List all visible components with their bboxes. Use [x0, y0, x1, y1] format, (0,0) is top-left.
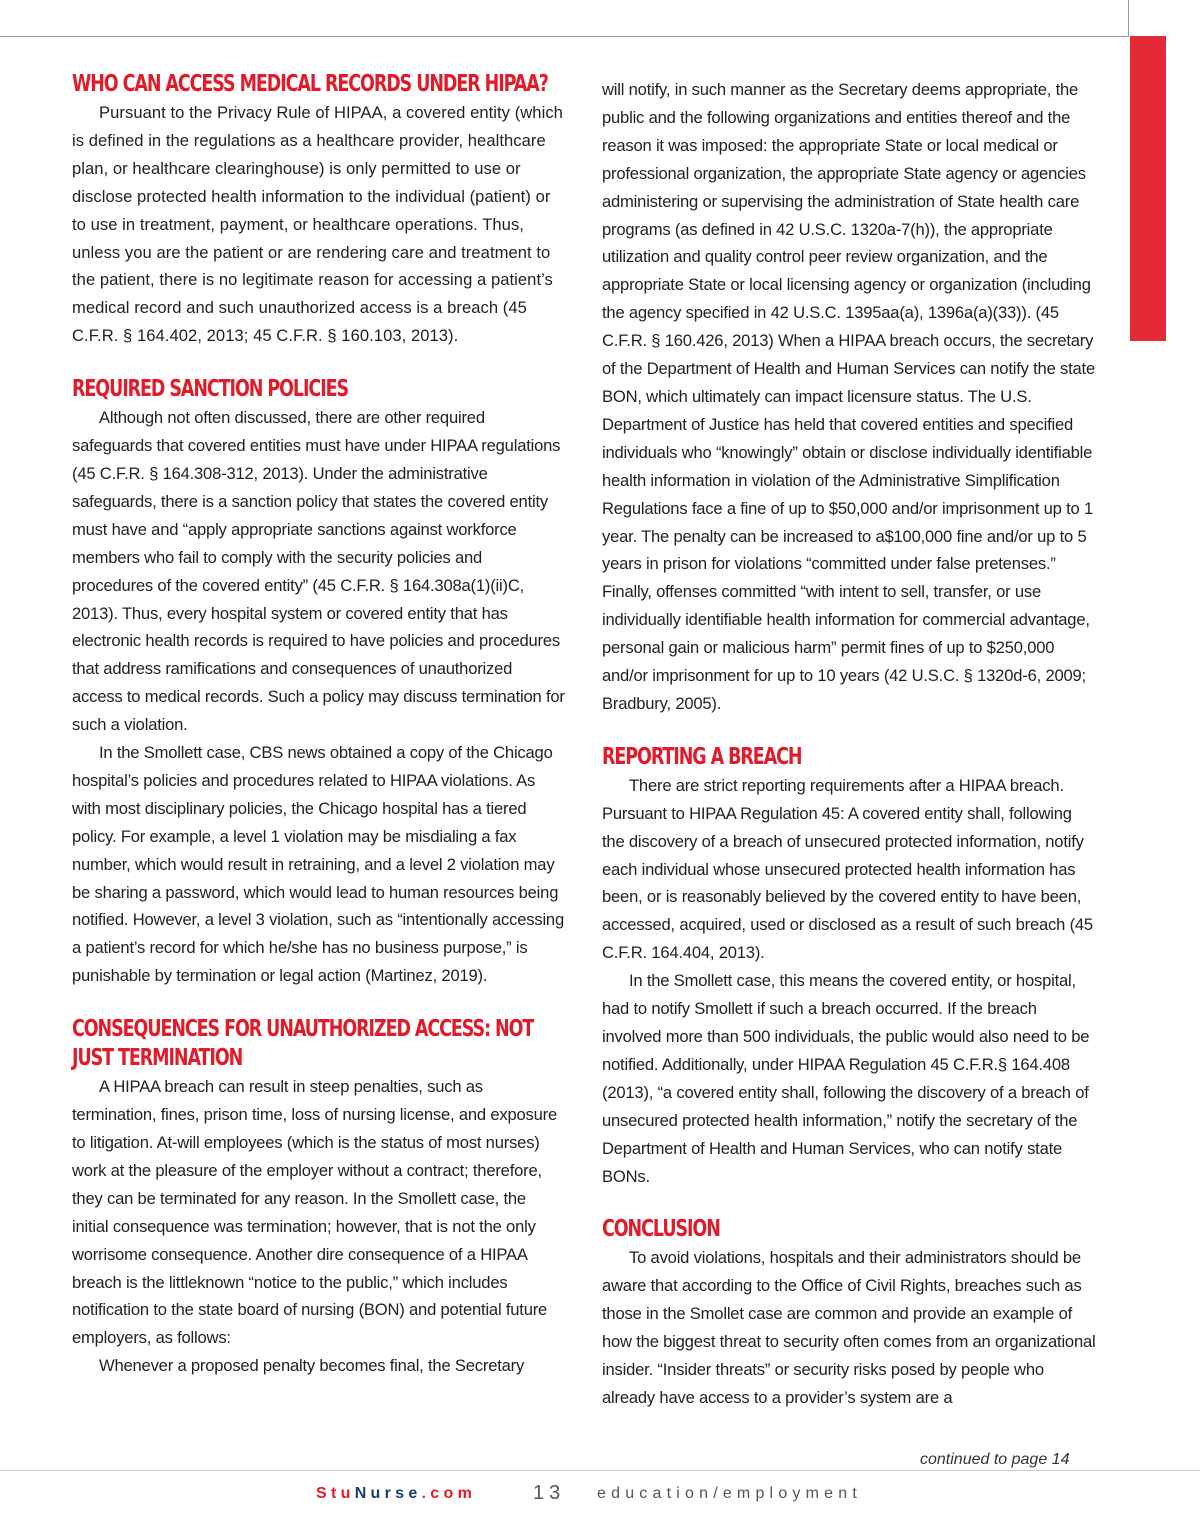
paragraph-conclusion: To avoid violations, hospitals and their administrators should be aware that according to the Office of Civil Rights, breaches such as those in the Smollet case are common and provide an example of how the biggest threat to security often comes from an organizational insider. “Insider threats” or security risks posed by people who already have access to a provider’s system are a: [602, 1248, 1096, 1407]
continued-note: continued to page 14: [920, 1451, 1070, 1468]
heading-sanction-policies: REQUIRED SANCTION POLICIES: [72, 376, 349, 403]
heading-consequences: CONSEQUENCES FOR UNAUTHORIZED ACCESS: NOT JUST TERMINATION: [72, 1016, 534, 1072]
page-number: 13: [533, 1482, 566, 1504]
page-footer: [0, 1482, 1200, 1515]
left-column: [72, 70, 566, 1380]
right-column: [602, 70, 1098, 1412]
heading-conclusion: CONCLUSION: [602, 1216, 720, 1243]
section-name: education/employment: [597, 1485, 862, 1502]
paragraph-smollett-notify: In the Smollett case, this means the covered entity, or hospital, had to notify Smollett if such a breach occurred. If the breach involved more than 500 individuals, the public would also need to be notified. Additionally, under HIPAA Regulation 45 C.F.R.§ 164.408 (2013), “a covered entity shall, following the discovery of a breach of unsecured protected health information,” notify the secretary of the Department of Health and Human Services, who can notify state BONs.: [602, 971, 1090, 1186]
paragraph-smollett-policy: In the Smollett case, CBS news obtained a copy of the Chicago hospital’s policies and procedures related to HIPAA violations. As with most disciplinary policies, the Chicago hospital has a tiered policy. For example, a level 1 violation may be misdialing a fax number, which would result in retraining, and a level 2 violation may be sharing a password, which would lead to human resources being notified. However, a level 3 violation, such as “intentionally accessing a patient’s record for which he/she has no business purpose,” is punishable by termination or legal action (Martinez, 2019).: [72, 743, 564, 986]
site-name: StuNurse.com: [316, 1485, 477, 1502]
page-frame-corner: [1128, 0, 1129, 37]
heading-reporting-breach: REPORTING A BREACH: [602, 743, 802, 770]
paragraph-reporting-requirements: There are strict reporting requirements after a HIPAA breach. Pursuant to HIPAA Regulation 45: A covered entity shall, following the discovery of a breach of unsecured protected information, notify each individual whose unsecured protected health information has been, or is reasonably believed by the covered entity to have been, accessed, acquired, used or disclosed as a result of such breach (45 C.F.R. 164.404, 2013).: [602, 775, 1093, 963]
page-frame-line: [0, 36, 1128, 37]
section-color-tab: [1130, 36, 1166, 341]
heading-who-can-access: WHO CAN ACCESS MEDICAL RECORDS UNDER HIPAA?: [72, 71, 548, 97]
paragraph-notice-continued: will notify, in such manner as the Secretary deems appropriate, the public and the following organizations and entities thereof and the reason it was imposed: the appropriate State or local medical or professional organization, the appropriate State agency or agencies administering or supervising the administration of State health care programs (as defined in 42 U.S.C. 1320a-7(h)), the appropriate utilization and quality control peer review organization, and the appropriate State or local licensing agency or organization (including the agency specified in 42 U.S.C. 1395aa(a), 1396a(a)(33)). (45 C.F.R. § 160.426, 2013) When a HIPAA breach occurs, the secretary of the Department of Health and Human Services can notify the state BON, which ultimately can impact licensure status. The U.S. Department of Justice has held that covered entities and specified individuals who “knowingly” obtain or disclose individually identifiable health information in violation of the Administrative Simplification Regulations face a fine of up to $50,000 and/or imprisonment up to 1 year. The penalty can be increased to a$100,000 fine and/or up to 5 years in prison for violations “committed under false pretenses.” Finally, offenses committed “with intent to sell, transfer, or use individually identifiable health information for commercial advantage, personal gain or malicious harm” permit fines of up to $250,000 and/or imprisonment for up to 10 years (42 U.S.C. § 1320d-6, 2009; Bradbury, 2005).: [602, 80, 1095, 713]
paragraph-privacy-rule: Pursuant to the Privacy Rule of HIPAA, a covered entity (which is defined in the regulations as a healthcare provider, healthcare plan, or healthcare clearinghouse) is only permitted to use or disclose protected health information to the individual (patient) or to use in treatment, payment, or healthcare operations. Thus, unless you are the patient or are rendering care and treatment to the patient, there is no legitimate reason for accessing a patient’s medical record and such unauthorized access is a breach (45 C.F.R. § 164.402, 2013; 45 C.F.R. § 160.103, 2013).: [72, 103, 563, 346]
paragraph-penalties: A HIPAA breach can result in steep penalties, such as termination, fines, prison time, loss of nursing license, and exposure to litigation. At-will employees (which is the status of most nurses) work at the pleasure of the employer without a contract; therefore, they can be terminated for any reason. In the Smollett case, the initial consequence was termination; however, that is not the only worrisome consequence. Another dire consequence of a HIPAA breach is the littleknown “notice to the public,” which includes notification to the state board of nursing (BON) and potential future employers, as follows:: [72, 1077, 557, 1348]
paragraph-safeguards: Although not often discussed, there are other required safeguards that covered entities must have under HIPAA regulations (45 C.F.R. § 164.308-312, 2013). Under the administrative safeguards, there is a sanction policy that states the covered entity must have and “apply appropriate sanctions against workforce members who fail to comply with the security policies and procedures of the covered entity” (45 C.F.R. § 164.308a(1)(ii)C, 2013). Thus, every hospital system or covered entity that has electronic health records is required to have policies and procedures that address ramifications and consequences of unauthorized access to medical records. Such a policy may discuss termination for such a violation.: [72, 408, 565, 735]
paragraph-secretary-notice: Whenever a proposed penalty becomes final, the Secretary: [99, 1356, 525, 1376]
footer-divider: [0, 1470, 1200, 1471]
